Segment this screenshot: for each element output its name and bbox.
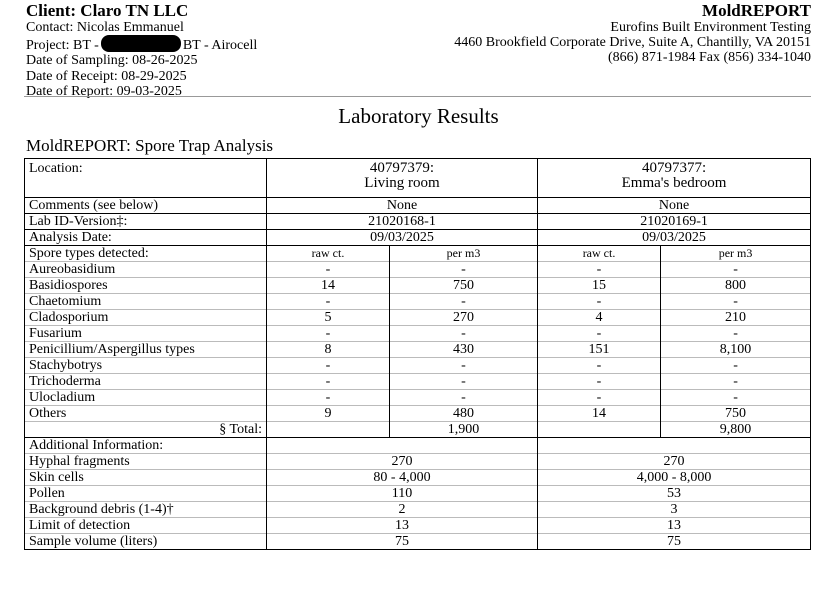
spore-name: Fusarium (25, 326, 267, 342)
project-suffix: BT - Airocell (182, 38, 258, 54)
spore-value: - (267, 294, 390, 310)
spore-name: Others (25, 406, 267, 422)
sample-1-name: Living room (364, 175, 440, 191)
additional-name: Limit of detection (25, 518, 267, 534)
spore-row (25, 390, 811, 406)
additional-name: Skin cells (25, 470, 267, 486)
report-date: Date of Report: 09-03-2025 (26, 83, 182, 99)
spore-header-row (25, 246, 811, 262)
labid-label: Lab ID-Version‡: (25, 214, 267, 230)
additional-row (25, 470, 811, 486)
empty-cell (538, 422, 661, 438)
additional-name: Hyphal fragments (25, 454, 267, 470)
spore-value: 14 (267, 278, 390, 294)
additional-value: 13 (538, 518, 811, 534)
spore-value: 9 (267, 406, 390, 422)
sample-2-location (538, 159, 811, 198)
total-row (25, 422, 811, 438)
spore-value: 750 (390, 278, 538, 294)
comments-row (25, 198, 811, 214)
spore-row (25, 406, 811, 422)
location-label: Location: (25, 159, 267, 198)
spore-row (25, 294, 811, 310)
spore-value: 750 (661, 406, 811, 422)
spore-row (25, 278, 811, 294)
section-title: MoldREPORT: Spore Trap Analysis (26, 136, 274, 155)
spore-row (25, 358, 811, 374)
additional-value: 270 (267, 454, 538, 470)
comments-label: Comments (see below) (25, 198, 267, 214)
additional-header-row (25, 438, 811, 454)
spore-value: - (538, 374, 661, 390)
sample-2-labid: 21020169-1 (538, 214, 811, 230)
sample-2-id: 40797377: (641, 160, 707, 176)
additional-label: Additional Information: (25, 438, 267, 454)
sample-1-location (267, 159, 538, 198)
location-row (25, 159, 811, 198)
spore-value: - (538, 326, 661, 342)
spore-row (25, 326, 811, 342)
spore-value: - (661, 294, 811, 310)
sample-1-total: 1,900 (390, 422, 538, 438)
additional-row (25, 454, 811, 470)
spore-row (25, 342, 811, 358)
client-header (26, 2, 257, 99)
spore-row (25, 374, 811, 390)
spore-value: 8,100 (661, 342, 811, 358)
project-prefix: Project: BT - (26, 38, 99, 54)
spore-value: - (390, 262, 538, 278)
spore-value: 151 (538, 342, 661, 358)
spore-value: - (267, 326, 390, 342)
spore-value: - (661, 358, 811, 374)
additional-name: Sample volume (liters) (25, 534, 267, 550)
additional-row (25, 518, 811, 534)
analysis-date-row (25, 230, 811, 246)
spore-value: 4 (538, 310, 661, 326)
additional-value: 75 (267, 534, 538, 550)
additional-row (25, 486, 811, 502)
sample-2-date: 09/03/2025 (538, 230, 811, 246)
spore-types-label: Spore types detected: (25, 246, 267, 262)
spore-name: Trichoderma (25, 374, 267, 390)
spore-name: Chaetomium (25, 294, 267, 310)
additional-name: Pollen (25, 486, 267, 502)
spore-value: 430 (390, 342, 538, 358)
spore-name: Ulocladium (25, 390, 267, 406)
additional-row (25, 502, 811, 518)
empty-cell (538, 438, 811, 454)
spore-value: - (661, 262, 811, 278)
spore-value: 210 (661, 310, 811, 326)
spore-value: - (538, 262, 661, 278)
additional-value: 270 (538, 454, 811, 470)
spore-value: - (267, 390, 390, 406)
spore-name: Aureobasidium (25, 262, 267, 278)
project (26, 35, 257, 53)
spore-value: 15 (538, 278, 661, 294)
receipt-date: Date of Receipt: 08-29-2025 (26, 68, 187, 84)
sample-1-labid: 21020168-1 (267, 214, 538, 230)
additional-value: 53 (538, 486, 811, 502)
sample-1-id: 40797379: (369, 160, 435, 176)
raw-ct-header: raw ct. (267, 246, 390, 262)
spore-row (25, 310, 811, 326)
brand-title: MoldREPORT (702, 1, 811, 20)
spore-value: - (267, 358, 390, 374)
header-divider (24, 96, 811, 97)
additional-name: Background debris (1-4)† (25, 502, 267, 518)
additional-row (25, 534, 811, 550)
spore-value: 800 (661, 278, 811, 294)
spore-name: Basidiospores (25, 278, 267, 294)
spore-value: - (661, 326, 811, 342)
spore-value: - (390, 358, 538, 374)
empty-cell (267, 438, 538, 454)
additional-value: 2 (267, 502, 538, 518)
spore-value: 8 (267, 342, 390, 358)
spore-value: - (390, 294, 538, 310)
spore-value: - (538, 294, 661, 310)
spore-name: Cladosporium (25, 310, 267, 326)
spore-name: Penicillium/Aspergillus types (25, 342, 267, 358)
additional-value: 3 (538, 502, 811, 518)
spore-value: 270 (390, 310, 538, 326)
sample-2-comments: None (538, 198, 811, 214)
redaction-block (101, 35, 181, 52)
additional-value: 80 - 4,000 (267, 470, 538, 486)
page-title: Laboratory Results (338, 104, 499, 128)
raw-ct-header: raw ct. (538, 246, 661, 262)
spore-value: - (661, 390, 811, 406)
spore-value: - (661, 374, 811, 390)
spore-value: 5 (267, 310, 390, 326)
spore-row (25, 262, 811, 278)
lab-phone: (866) 871-1984 Fax (856) 334-1040 (608, 50, 811, 66)
spore-name: Stachybotrys (25, 358, 267, 374)
spore-value: - (538, 358, 661, 374)
contact: Contact: Nicolas Emmanuel (26, 20, 184, 35)
per-m3-header: per m3 (390, 246, 538, 262)
spore-value: 480 (390, 406, 538, 422)
spore-value: - (267, 374, 390, 390)
spore-value: - (390, 390, 538, 406)
sampling-date: Date of Sampling: 08-26-2025 (26, 53, 198, 69)
spore-value: - (538, 390, 661, 406)
analysis-date-label: Analysis Date: (25, 230, 267, 246)
lab-address: 4460 Brookfield Corporate Drive, Suite A, Chantilly, VA 20151 (454, 35, 811, 51)
additional-value: 4,000 - 8,000 (538, 470, 811, 486)
sample-1-comments: None (267, 198, 538, 214)
additional-value: 13 (267, 518, 538, 534)
additional-value: 75 (538, 534, 811, 550)
labid-row (25, 214, 811, 230)
sample-2-name: Emma's bedroom (621, 175, 727, 191)
total-label: § Total: (25, 422, 267, 438)
lab-header (454, 2, 811, 66)
results-table (24, 158, 811, 550)
spore-value: 14 (538, 406, 661, 422)
per-m3-header: per m3 (661, 246, 811, 262)
lab-name: Eurofins Built Environment Testing (610, 20, 811, 35)
spore-value: - (390, 374, 538, 390)
sample-1-date: 09/03/2025 (267, 230, 538, 246)
spore-value: - (267, 262, 390, 278)
spore-value: - (390, 326, 538, 342)
additional-value: 110 (267, 486, 538, 502)
sample-2-total: 9,800 (661, 422, 811, 438)
empty-cell (267, 422, 390, 438)
client-name: Client: Claro TN LLC (26, 1, 189, 20)
